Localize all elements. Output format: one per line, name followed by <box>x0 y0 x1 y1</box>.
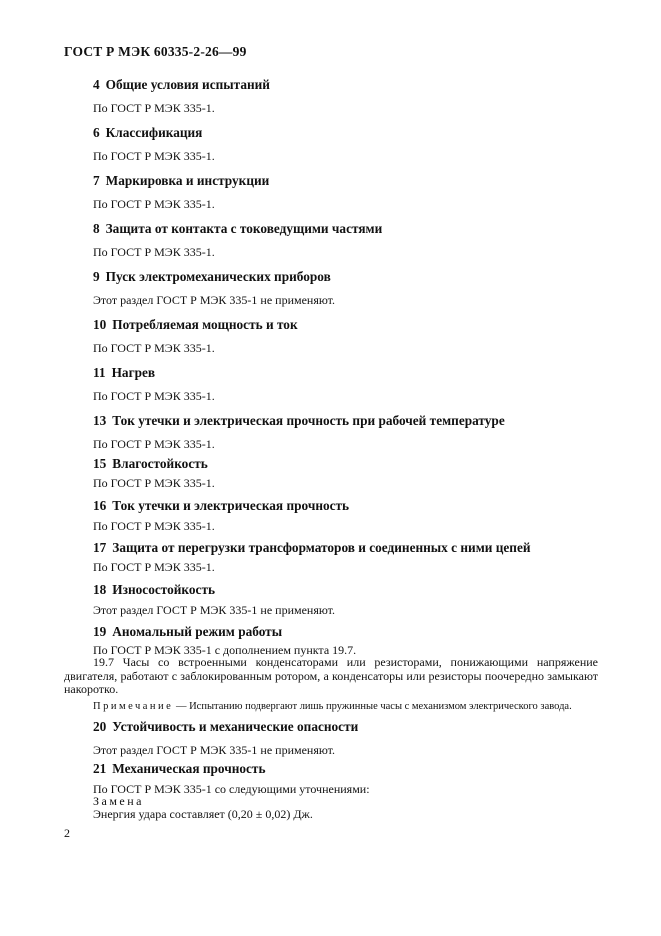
section-text: По ГОСТ Р МЭК 335-1. <box>93 245 215 259</box>
section-heading: Аномальный режим работы <box>112 624 283 639</box>
clause-19-7: 19.7 Часы со встроенными конденсаторами или резисторами, понижающими напряжение двигателя, работают с заблокированным ротором, а конденсаторы или резисторы поочередно замыкают накоротко. <box>64 655 598 696</box>
section-heading: Пуск электромеханических приборов <box>105 269 331 284</box>
section-number: 9 <box>93 269 100 284</box>
section-text: Этот раздел ГОСТ Р МЭК 335-1 не применяют. <box>93 743 336 757</box>
section-7 <box>93 173 603 211</box>
section-text: По ГОСТ Р МЭК 335-1. <box>93 101 215 115</box>
section-text: По ГОСТ Р МЭК 335-1. <box>93 519 215 533</box>
section-heading: Нагрев <box>111 365 156 380</box>
section-title <box>93 365 603 381</box>
section-heading: Потребляемая мощность и ток <box>112 317 298 332</box>
note-19 <box>93 698 603 714</box>
section-20 <box>93 719 603 757</box>
section-number: 6 <box>93 125 100 140</box>
section-number: 17 <box>93 540 107 555</box>
section-heading: Классификация <box>105 125 203 140</box>
section-title <box>93 540 603 556</box>
section-text: По ГОСТ Р МЭК 335-1. <box>93 197 215 211</box>
section-title <box>93 761 603 777</box>
section-title <box>93 221 603 237</box>
section-number: 19 <box>93 624 107 639</box>
section-6 <box>93 125 603 163</box>
section-heading: Ток утечки и электрическая прочность <box>112 498 350 513</box>
section-title <box>93 719 603 735</box>
section-heading: Защита от перегрузки трансформаторов и соединенных с ними цепей <box>112 540 531 555</box>
section-number: 8 <box>93 221 100 236</box>
section-number: 10 <box>93 317 107 332</box>
section-title <box>93 125 603 141</box>
section-title <box>93 456 603 472</box>
section-text: Этот раздел ГОСТ Р МЭК 335-1 не применяют. <box>93 603 336 617</box>
section-16 <box>93 498 603 533</box>
section-17 <box>93 540 603 574</box>
section-title <box>93 498 603 514</box>
section-title <box>93 269 603 285</box>
section-title <box>93 77 603 93</box>
section-heading: Общие условия испытаний <box>105 77 270 92</box>
section-heading: Ток утечки и электрическая прочность при рабочей температуре <box>112 413 505 428</box>
running-header: ГОСТ Р МЭК 60335-2-26—99 <box>64 44 247 59</box>
section-heading: Защита от контакта с токоведущими частями <box>105 221 383 236</box>
section-heading: Влагостойкость <box>112 456 208 471</box>
section-15 <box>93 456 603 490</box>
section-19 <box>93 624 603 657</box>
section-number: 13 <box>93 413 107 428</box>
section-number: 7 <box>93 173 100 188</box>
section-text: По ГОСТ Р МЭК 335-1. <box>93 341 215 355</box>
section-number: 16 <box>93 498 107 513</box>
section-text: По ГОСТ Р МЭК 335-1. <box>93 389 215 403</box>
section-heading: Износостойкость <box>112 582 216 597</box>
section-9 <box>93 269 603 307</box>
section-number: 15 <box>93 456 107 471</box>
section-title <box>93 624 603 640</box>
section-number: 21 <box>93 761 107 776</box>
section-title <box>93 173 603 189</box>
section-13 <box>93 413 603 451</box>
section-text: По ГОСТ Р МЭК 335-1 со следующими уточнениями: <box>93 782 370 796</box>
section-text: По ГОСТ Р МЭК 335-1. <box>93 560 215 574</box>
section-title <box>93 582 603 598</box>
replacement-label: Замена <box>93 794 145 808</box>
note-label: Примечание <box>93 701 174 712</box>
section-heading: Устойчивость и механические опасности <box>112 719 359 734</box>
section-heading: Маркировка и инструкции <box>105 173 270 188</box>
section-10 <box>93 317 603 355</box>
section-title <box>93 317 603 333</box>
page-number: 2 <box>64 826 70 840</box>
section-text: По ГОСТ Р МЭК 335-1. <box>93 437 215 451</box>
section-title <box>93 413 603 429</box>
section-11 <box>93 365 603 403</box>
section-number: 18 <box>93 582 107 597</box>
section-text: По ГОСТ Р МЭК 335-1. <box>93 149 215 163</box>
section-text: По ГОСТ Р МЭК 335-1 с дополнением пункта 19.7. <box>93 643 357 657</box>
section-21 <box>93 761 603 796</box>
section-number: 20 <box>93 719 107 734</box>
section-text: По ГОСТ Р МЭК 335-1. <box>93 476 215 490</box>
section-number: 11 <box>93 365 106 380</box>
section-8 <box>93 221 603 259</box>
section-heading: Механическая прочность <box>112 761 266 776</box>
section-18 <box>93 582 603 617</box>
section-number: 4 <box>93 77 100 92</box>
note-text: — Испытанию подвергают лишь пружинные часы с механизмом электрического завода. <box>173 701 572 712</box>
section-4 <box>93 77 603 115</box>
section-text: Этот раздел ГОСТ Р МЭК 335-1 не применяют. <box>93 293 336 307</box>
replacement-text: Энергия удара составляет (0,20 ± 0,02) Дж. <box>93 807 313 821</box>
